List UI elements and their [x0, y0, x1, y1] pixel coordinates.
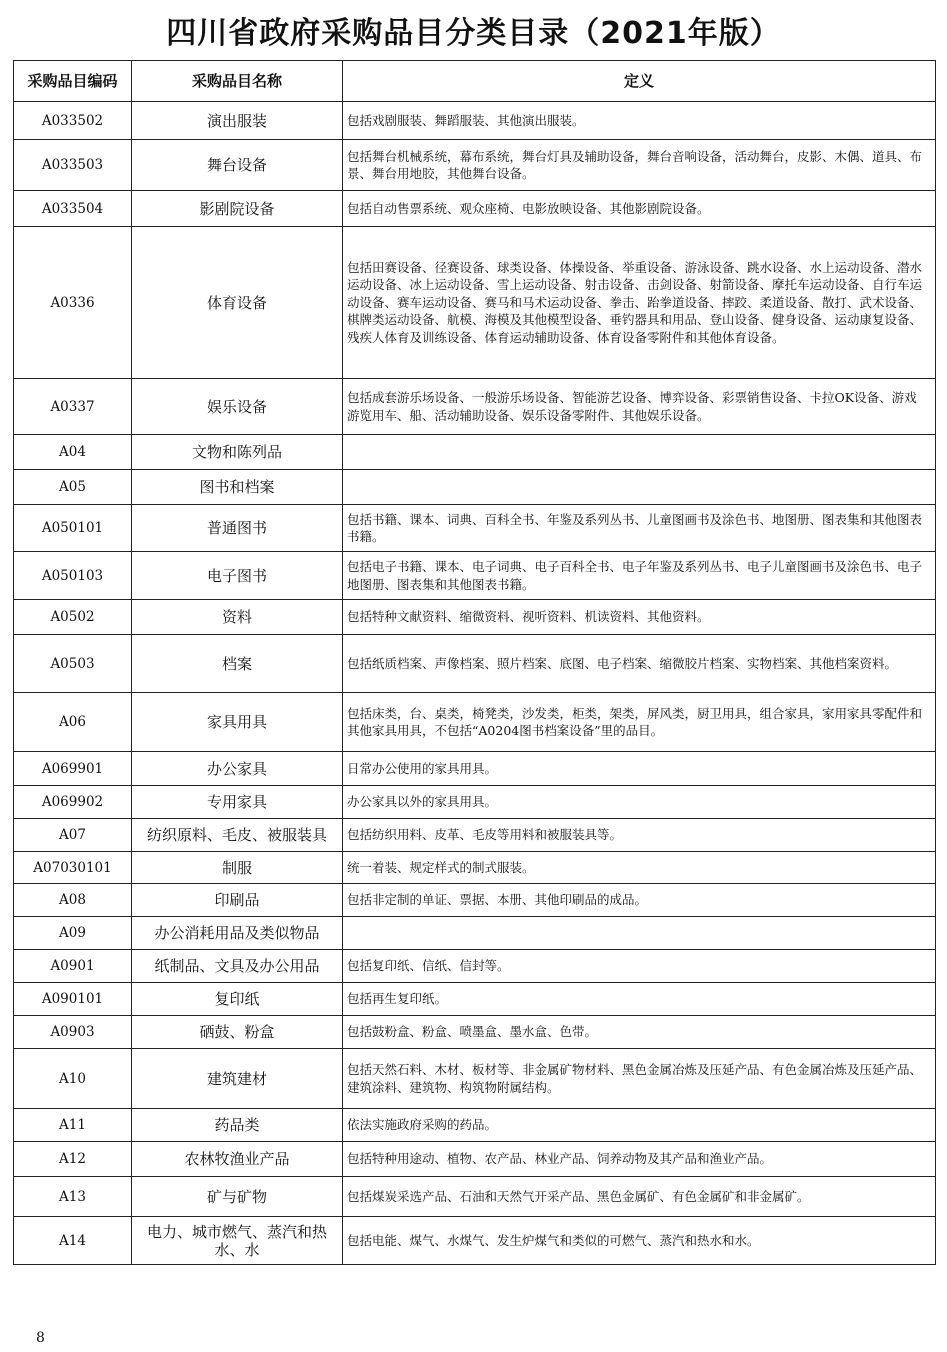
- cell-code: A050101: [14, 505, 132, 552]
- cell-definition: 包括煤炭采选产品、石油和天然气开采产品、黑色金属矿、有色金属矿和非金属矿。: [343, 1177, 936, 1217]
- table-row: [14, 1109, 936, 1142]
- cell-name: 家具用具: [132, 693, 343, 752]
- table-row: [14, 435, 936, 470]
- table-row: [14, 884, 936, 917]
- cell-name: 体育设备: [132, 227, 343, 379]
- header-name: 采购品目名称: [132, 61, 343, 102]
- cell-definition: 包括田赛设备、径赛设备、球类设备、体操设备、举重设备、游泳设备、跳水设备、水上运动设备、潜水运动设备、冰上运动设备、雪上运动设备、射击设备、击剑设备、射箭设备、摩托车运动设备、自行车运动设备、赛车运动设备、赛马和马术运动设备、拳击、跆拳道设备、摔跤、柔道设备、散打、武术设备、棋牌类运动设备、航模、海模及其他模型设备、垂钓器具和用品、登山设备、健身设备、运动康复设备、残疾人体育及训练设备、体育运动辅助设备、体育设备零附件和其他体育设备。: [343, 227, 936, 379]
- cell-code: A069902: [14, 786, 132, 819]
- table-row: [14, 950, 936, 983]
- cell-code: A13: [14, 1177, 132, 1217]
- cell-name: 专用家具: [132, 786, 343, 819]
- cell-name: 演出服装: [132, 102, 343, 140]
- page-number: 8: [36, 1330, 45, 1346]
- table-row: [14, 140, 936, 191]
- cell-definition: 包括舞台机械系统，幕布系统，舞台灯具及辅助设备，舞台音响设备，活动舞台，皮影、木偶、道具、布景、舞台用地胶，其他舞台设备。: [343, 140, 936, 191]
- table-row: [14, 852, 936, 884]
- table-row: [14, 379, 936, 435]
- table-row: [14, 983, 936, 1016]
- cell-definition: 统一着装、规定样式的制式服装。: [343, 852, 936, 884]
- header-code: 采购品目编码: [14, 61, 132, 102]
- cell-definition: 包括鼓粉盒、粉盒、喷墨盒、墨水盒、色带。: [343, 1016, 936, 1049]
- cell-code: A04: [14, 435, 132, 470]
- cell-name: 复印纸: [132, 983, 343, 1016]
- cell-code: A033504: [14, 191, 132, 227]
- table-row: [14, 693, 936, 752]
- cell-definition: 包括电能、煤气、水煤气、发生炉煤气和类似的可燃气、蒸汽和热水和水。: [343, 1217, 936, 1265]
- cell-definition: 包括复印纸、信纸、信封等。: [343, 950, 936, 983]
- cell-code: A0503: [14, 635, 132, 693]
- cell-definition: 包括特种文献资料、缩微资料、视听资料、机读资料、其他资料。: [343, 600, 936, 635]
- table-row: [14, 917, 936, 950]
- cell-definition: [343, 435, 936, 470]
- cell-name: 制服: [132, 852, 343, 884]
- cell-code: A06: [14, 693, 132, 752]
- cell-name: 印刷品: [132, 884, 343, 917]
- cell-definition: 包括床类，台、桌类，椅凳类，沙发类，柜类，架类，屏风类，厨卫用具，组合家具，家用家具零配件和其他家具用具，不包括“A0204图书档案设备”里的品目。: [343, 693, 936, 752]
- cell-code: A07030101: [14, 852, 132, 884]
- cell-code: A050103: [14, 552, 132, 600]
- cell-definition: 包括书籍、课本、词典、百科全书、年鉴及系列丛书、儿童图画书及涂色书、地图册、图表集和其他图表书籍。: [343, 505, 936, 552]
- table-row: [14, 600, 936, 635]
- table-header-row: [14, 61, 936, 102]
- cell-name: 娱乐设备: [132, 379, 343, 435]
- cell-definition: 依法实施政府采购的药品。: [343, 1109, 936, 1142]
- cell-name: 办公消耗用品及类似物品: [132, 917, 343, 950]
- table-row: [14, 505, 936, 552]
- table-row: [14, 786, 936, 819]
- cell-name: 舞台设备: [132, 140, 343, 191]
- cell-definition: 包括天然石料、木材、板材等、非金属矿物材料、黑色金属冶炼及压延产品、有色金属冶炼及压延产品、建筑涂料、建筑物、构筑物附属结构。: [343, 1049, 936, 1109]
- cell-code: A05: [14, 470, 132, 505]
- cell-name: 影剧院设备: [132, 191, 343, 227]
- cell-name: 药品类: [132, 1109, 343, 1142]
- cell-definition: 包括纸质档案、声像档案、照片档案、底图、电子档案、缩微胶片档案、实物档案、其他档案资料。: [343, 635, 936, 693]
- cell-definition: 包括电子书籍、课本、电子词典、电子百科全书、电子年鉴及系列丛书、电子儿童图画书及涂色书、电子地图册、图表集和其他图表书籍。: [343, 552, 936, 600]
- cell-code: A033503: [14, 140, 132, 191]
- table-row: [14, 470, 936, 505]
- cell-code: A07: [14, 819, 132, 852]
- header-definition: 定义: [343, 61, 936, 102]
- table-row: [14, 191, 936, 227]
- cell-name: 硒鼓、粉盒: [132, 1016, 343, 1049]
- table-row: [14, 635, 936, 693]
- table-row: [14, 102, 936, 140]
- cell-name: 资料: [132, 600, 343, 635]
- cell-code: A033502: [14, 102, 132, 140]
- cell-name: 普通图书: [132, 505, 343, 552]
- cell-code: A0336: [14, 227, 132, 379]
- cell-definition: 包括成套游乐场设备、一般游乐场设备、智能游艺设备、博弈设备、彩票销售设备、卡拉OK设备、游戏游览用车、船、活动辅助设备、娱乐设备零附件、其他娱乐设备。: [343, 379, 936, 435]
- cell-name: 文物和陈列品: [132, 435, 343, 470]
- cell-definition: 包括纺织用料、皮革、毛皮等用料和被服装具等。: [343, 819, 936, 852]
- cell-name: 图书和档案: [132, 470, 343, 505]
- cell-code: A12: [14, 1142, 132, 1177]
- cell-definition: [343, 917, 936, 950]
- cell-code: A11: [14, 1109, 132, 1142]
- table-row: [14, 227, 936, 379]
- cell-code: A10: [14, 1049, 132, 1109]
- cell-code: A08: [14, 884, 132, 917]
- cell-name: 农林牧渔业产品: [132, 1142, 343, 1177]
- cell-code: A090101: [14, 983, 132, 1016]
- cell-definition: 办公家具以外的家具用具。: [343, 786, 936, 819]
- cell-definition: 包括非定制的单证、票据、本册、其他印刷品的成品。: [343, 884, 936, 917]
- cell-code: A0337: [14, 379, 132, 435]
- table-row: [14, 552, 936, 600]
- cell-name: 电子图书: [132, 552, 343, 600]
- table-row: [14, 1177, 936, 1217]
- table-row: [14, 1049, 936, 1109]
- cell-definition: 包括再生复印纸。: [343, 983, 936, 1016]
- cell-name: 建筑建材: [132, 1049, 343, 1109]
- cell-definition: [343, 470, 936, 505]
- table-row: [14, 1217, 936, 1265]
- table-row: [14, 1142, 936, 1177]
- cell-code: A0901: [14, 950, 132, 983]
- cell-code: A09: [14, 917, 132, 950]
- cell-name: 档案: [132, 635, 343, 693]
- cell-code: A0903: [14, 1016, 132, 1049]
- cell-name: 矿与矿物: [132, 1177, 343, 1217]
- table-row: [14, 1016, 936, 1049]
- cell-name: 电力、城市燃气、蒸汽和热水、水: [132, 1217, 343, 1265]
- cell-name: 纸制品、文具及办公用品: [132, 950, 343, 983]
- cell-definition: 包括戏剧服装、舞蹈服装、其他演出服装。: [343, 102, 936, 140]
- page-title: 四川省政府采购品目分类目录（2021年版）: [166, 16, 781, 51]
- table-row: [14, 752, 936, 786]
- cell-code: A069901: [14, 752, 132, 786]
- cell-definition: 日常办公使用的家具用具。: [343, 752, 936, 786]
- cell-code: A0502: [14, 600, 132, 635]
- catalog-table: [13, 60, 936, 1265]
- cell-definition: 包括特种用途动、植物、农产品、林业产品、饲养动物及其产品和渔业产品。: [343, 1142, 936, 1177]
- cell-name: 纺织原料、毛皮、被服装具: [132, 819, 343, 852]
- table-row: [14, 819, 936, 852]
- cell-code: A14: [14, 1217, 132, 1265]
- cell-name: 办公家具: [132, 752, 343, 786]
- cell-definition: 包括自动售票系统、观众座椅、电影放映设备、其他影剧院设备。: [343, 191, 936, 227]
